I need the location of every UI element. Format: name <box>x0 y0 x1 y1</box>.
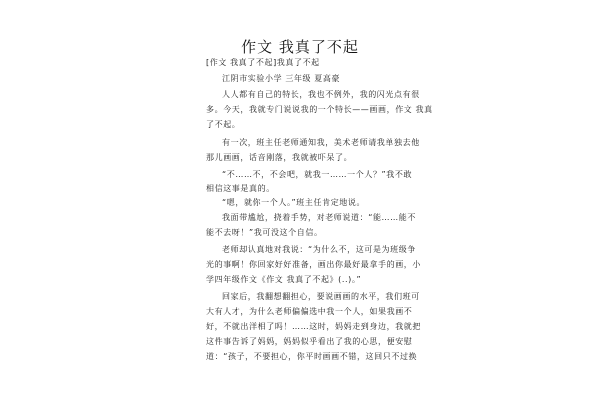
text-line: 人人都有自己的特长，我也不例外，我的闪光点有很 <box>222 90 420 99</box>
text-line: 回家后，我翻想翻担心，要说画画的水平，我们班可 <box>222 292 420 301</box>
text-line: 老师却认真地对我说：“为什么不，这可是为班级争 <box>222 245 416 254</box>
text-line: 相信这事是真的。 <box>206 184 275 193</box>
text-line: 学四年级作文《作文 我真了不起》(..)。” <box>206 275 362 284</box>
text-line: 这件事告诉了妈妈，妈妈似乎看出了我的心思，便安慰 <box>206 337 413 346</box>
text-line: “不……不，不会吧，就我一……一个人？”我不敢 <box>222 170 413 179</box>
text-line: 大有人才，为什么老师偏偏选中我一个人，如果我画不 <box>206 307 413 316</box>
text-line: 好，不就出洋相了吗！……这时，妈妈走到身边，我就把 <box>206 322 421 331</box>
text-line: 道：“孩子，不要担心，你平时画画不错，这回只不过换 <box>206 352 418 361</box>
text-line: 那儿画画，话音刚落，我就被吓呆了。 <box>206 153 353 162</box>
text-line: 多。今天，我就专门说说我的一个特长——画画，作文 我真 <box>206 105 433 114</box>
document-title: 作文 我真了不起 <box>241 38 359 56</box>
text-line: 能不去呀！”我可没这个自信。 <box>206 228 323 237</box>
author-line: 江阴市实验小学 三年级 夏高豪 <box>222 74 341 83</box>
heading-line: [作文 我真了不起]我真了不起 <box>206 58 320 67</box>
text-line: “嗯，就你一个人。”班主任肯定地说。 <box>222 198 366 207</box>
text-line: 了不起。 <box>206 120 241 129</box>
text-line: 有一次，班主任老师通知我，美术老师请我单独去他 <box>222 138 420 147</box>
text-line: 我面带尴尬，挠着手势，对老师说道：“能……能不 <box>222 213 416 222</box>
text-line: 光的事啊！你回家好好准备，画出你最好最拿手的画，小 <box>206 260 421 269</box>
